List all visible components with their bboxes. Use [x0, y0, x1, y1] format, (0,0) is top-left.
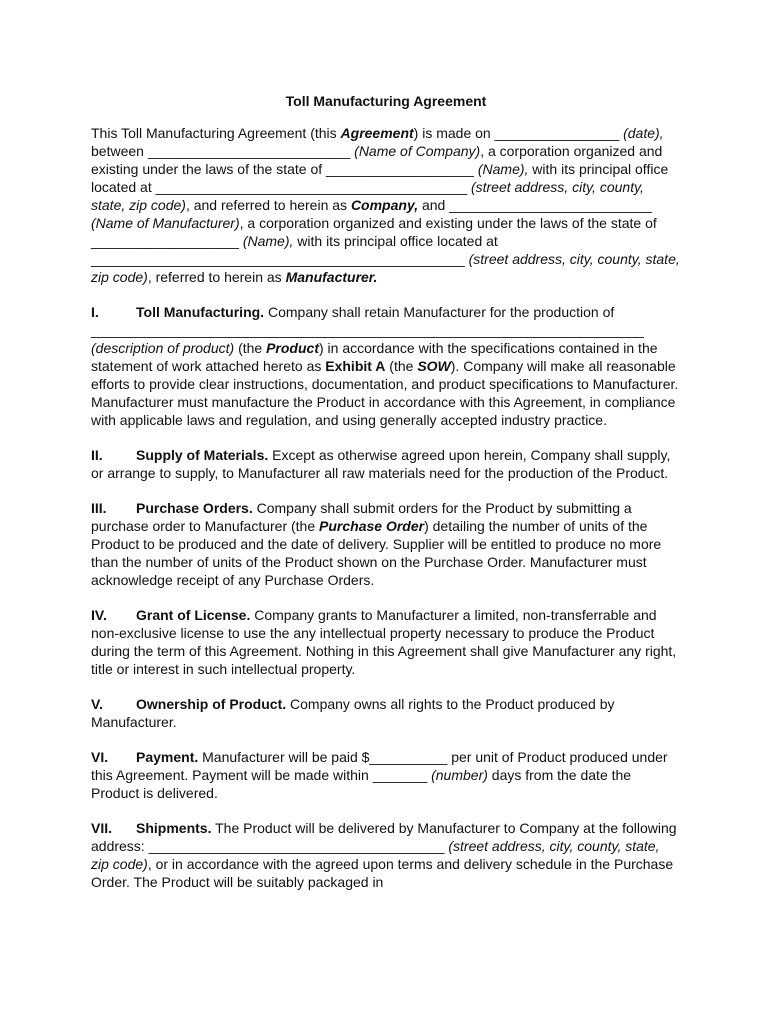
section-number: II.	[91, 447, 103, 463]
company-address-placeholder: (street address, city, county, state, zip code)	[91, 179, 644, 213]
section-supply-of-materials	[91, 446, 681, 482]
section-text: (the	[234, 340, 267, 356]
number-placeholder: (number)	[431, 767, 488, 783]
manufacturer-term: Manufacturer.	[285, 269, 378, 285]
intro-text: , a corporation organized and existing under the laws of the state of ___________________	[91, 143, 663, 177]
section-text: ) in accordance with the specifications contained in the statement of work attached hereto as	[91, 340, 658, 374]
product-description-placeholder: (description of product)	[91, 340, 235, 356]
intro-text: with its principal office located at ________________________________________________	[91, 233, 498, 267]
section-payment	[91, 748, 681, 802]
section-heading: Shipments.	[136, 820, 212, 836]
section-number: III.	[91, 500, 107, 516]
company-name-placeholder: (Name of Company)	[354, 143, 481, 159]
intro-paragraph	[91, 124, 681, 286]
section-heading: Ownership of Product.	[136, 696, 287, 712]
agreement-term: Agreement	[340, 125, 414, 141]
section-text: The Product will be delivered by Manufacturer to Company at the following address: ______________________________________	[91, 820, 677, 854]
section-toll-manufacturing	[91, 303, 681, 429]
intro-text: , a corporation organized and existing under the laws of the state of ___________________	[91, 215, 657, 249]
intro-text: between __________________________	[91, 143, 355, 159]
state-name-placeholder: (Name),	[242, 233, 294, 249]
intro-text: , and referred to herein as	[185, 197, 351, 213]
section-text: ). Company will make all reasonable efforts to provide clear instructions, documentation, and product specifications to Manufacturer. Manufacturer must manufacture the Product in accordance with this Agreement, in compliance with applicable laws and regulation, and using generally accepted industry practice.	[91, 358, 679, 428]
section-number: VII.	[91, 820, 113, 836]
section-heading: Grant of License.	[136, 607, 251, 623]
intro-text: This Toll Manufacturing Agreement (this	[91, 125, 341, 141]
purchase-order-term: Purchase Order	[319, 518, 425, 534]
section-heading: Purchase Orders.	[136, 500, 253, 516]
document-page	[91, 92, 681, 891]
section-shipments	[91, 819, 681, 891]
section-number: VI.	[91, 749, 109, 765]
section-text: Except as otherwise agreed upon herein, Company shall supply, or arrange to supply, to Manufacturer all raw materials need for the production of the Product.	[91, 447, 671, 481]
section-text: (the	[385, 358, 418, 374]
document-title: Toll Manufacturing Agreement	[285, 93, 487, 109]
company-term: Company,	[350, 197, 419, 213]
product-term: Product	[266, 340, 319, 356]
exhibit-reference: Exhibit A	[325, 358, 386, 374]
section-text: Manufacturer will be paid $__________ per unit of Product produced under this Agreement. Payment will be made within _______	[91, 749, 668, 783]
section-heading: Payment.	[136, 749, 199, 765]
section-purchase-orders	[91, 499, 681, 589]
section-heading: Toll Manufacturing.	[136, 304, 265, 320]
section-text: Company grants to Manufacturer a limited, non-transferrable and non-exclusive license to use the any intellectual property necessary to produce the Product during the term of this Agreement. Nothing in this Agreement shall give Manufacturer any right, title or interest in such intellectual property.	[91, 607, 677, 677]
section-text: days from the date the Product is delivered.	[91, 767, 632, 801]
section-heading: Supply of Materials.	[136, 447, 269, 463]
state-name-placeholder: (Name),	[477, 161, 529, 177]
section-text: , or in accordance with the agreed upon terms and delivery schedule in the Purchase Order. The Product will be suitably packaged in	[91, 856, 674, 890]
shipping-address-placeholder: (street address, city, county, state, zip code)	[91, 838, 660, 872]
sow-term: SOW	[417, 358, 451, 374]
section-number: IV.	[91, 607, 107, 623]
section-text: Company owns all rights to the Product produced by Manufacturer.	[91, 696, 615, 730]
section-text: ) detailing the number of units of the Product to be produced and the date of delivery. Supplier will be entitled to produce no more than the number of units of the Product shown on the Purchase Order. Manufacturer must acknowledge receipt of any Purchase Orders.	[91, 518, 662, 588]
intro-text: ) is made on ________________	[413, 125, 624, 141]
manufacturer-name-placeholder: (Name of Manufacturer)	[91, 215, 240, 231]
section-grant-of-license	[91, 606, 681, 678]
date-placeholder: (date),	[623, 125, 664, 141]
section-number: V.	[91, 696, 103, 712]
section-number: I.	[91, 304, 99, 320]
section-text: Company shall submit orders for the Product by submitting a purchase order to Manufacturer (the	[91, 500, 632, 534]
section-ownership-of-product	[91, 695, 681, 731]
manufacturer-address-placeholder: (street address, city, county, state, zip code)	[91, 251, 680, 285]
intro-text: and __________________________	[418, 197, 652, 213]
intro-text: with its principal office located at ________________________________________	[91, 161, 669, 195]
intro-text: , referred to herein as	[147, 269, 286, 285]
section-text: Company shall retain Manufacturer for the production of _______________________________________________________________________	[91, 304, 644, 338]
